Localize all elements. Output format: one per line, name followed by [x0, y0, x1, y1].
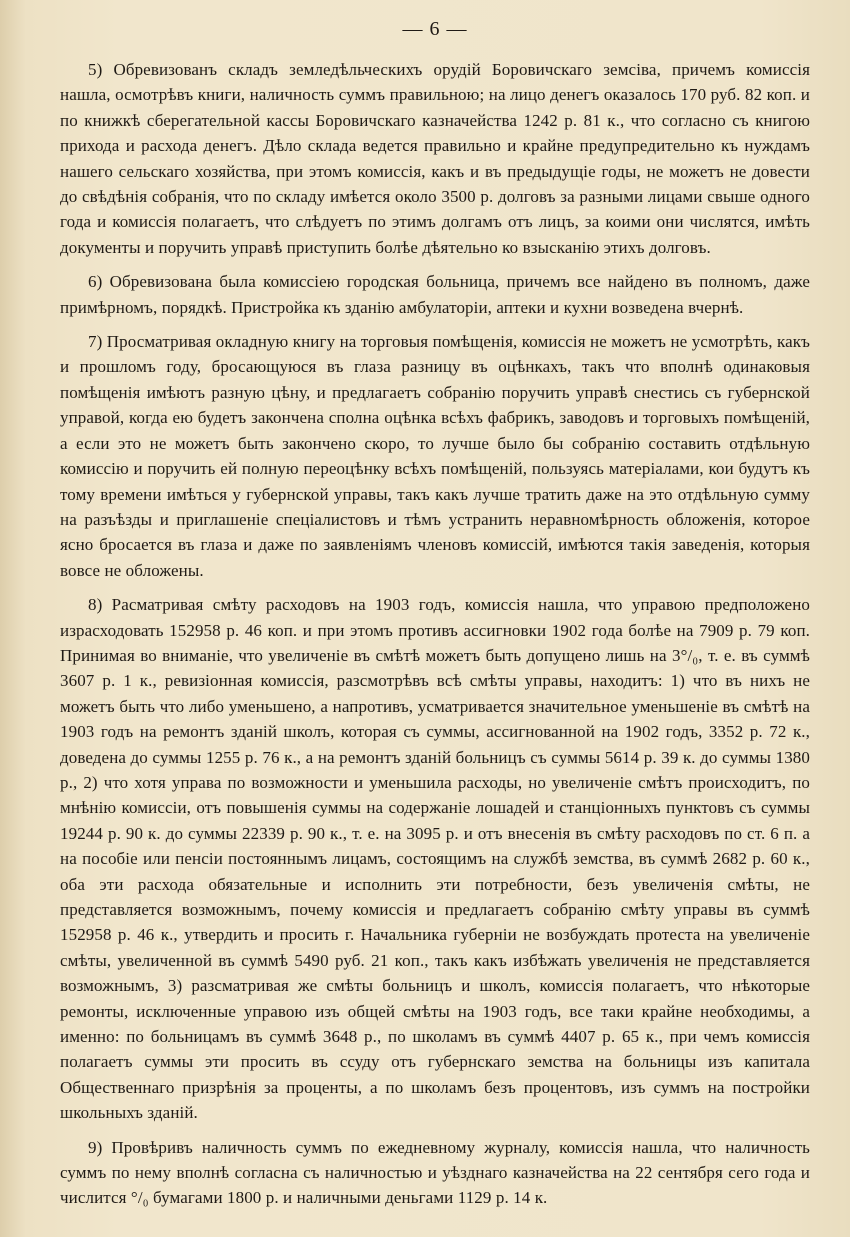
paragraph-8: 8) Расматривая смѣту расходовъ на 1903 годъ, комиссія нашла, что управою предположено израсходовать 152958 р. 46 коп. и при этомъ противъ ассигновки 1902 года болѣе на 7909 р. 79 коп. Принимая во вниманіе, что увеличеніе въ смѣтѣ можетъ быть допущено лишь на 3°/₀, т. е. въ суммѣ 3607 р. 1 к., ревизіонная комиссія, разсмотрѣвъ всѣ смѣты управы, находитъ: 1) что въ нихъ не можетъ быть что либо уменьшено, а напротивъ, усматривается значительное уменьшеніе въ смѣтѣ на 1903 годъ на ремонтъ зданій школъ, которая съ суммы, ассигнованной на 1902 годъ, 3352 р. 72 к., доведена до суммы 1255 р. 76 к., а на ремонтъ зданій больницъ съ суммы 5614 р. 39 к. до суммы 1380 р., 2) что хотя управа по возможности и уменьшила расходы, но увеличеніе смѣтъ происходитъ, по мнѣнію комиссіи, отъ повышенія суммы на содержаніе лошадей и станціонныхъ пунктовъ съ суммы 19244 р. 90 к. до суммы 22339 р. 90 к., т. е. на 3095 р. и отъ внесенія въ смѣту расходовъ по ст. 6 п. а на пособіе или пенсіи постояннымъ лицамъ, состоящимъ на службѣ земства, въ суммѣ 2682 р. 60 к., оба эти расхода обязательные и исполнить эти потребности, безъ увеличенія смѣты, не представляется возможнымъ, почему комиссія и предлагаетъ собранію смѣту управы въ суммѣ 152958 р. 46 к., утвердить и просить г. Начальника губерніи не возбуждать протеста на увеличеніе смѣты, увеличенной въ суммѣ 5490 руб. 21 коп., такъ какъ избѣжать увеличенія не представляется возможнымъ, 3) разсматривая же смѣты больницъ и школъ, комиссія полагаетъ, что нѣкоторые ремонты, исключенные управою изъ общей смѣты на 1903 годъ, все таки крайне необходимы, а именно: по больницамъ въ суммѣ 3648 р., по школамъ въ суммѣ 4407 р. 65 к., при чемъ комиссія полагаетъ суммы эти просить въ ссуду отъ губернскаго земства на больницы изъ капитала Общественнаго призрѣнія за проценты, а по школамъ безъ процентовъ, изъ суммъ на постройки школьныхъ зданій.: [60, 595, 810, 1123]
paragraph-9: 9) Провѣривъ наличность суммъ по ежедневному журналу, комиссія нашла, что наличность суммъ по нему вполнѣ согласна съ наличностью и уѣзднаго казначейства на 22 сентября сего года и числится °/₀ бумагами 1800 р. и наличными деньгами 1129 р. 14 к.: [60, 1137, 810, 1208]
paragraph-7: 7) Просматривая окладную книгу на торговыя помѣщенія, комиссія не можетъ не усмотрѣть, какъ и прошломъ году, бросающуюся въ глаза разницу въ оцѣнкахъ, такъ что вполнѣ одинаковыя помѣщенія имѣютъ разную цѣну, и предлагаетъ собранію поручить управѣ снестись съ губернской управой, когда ею будетъ закончена сполна оцѣнка всѣхъ фабрикъ, заводовъ и торговыхъ помѣщеній, а если это не можетъ быть закончено скоро, то лучше было бы собранію составить отдѣльную комиссію и поручить ей полную переоцѣнку всѣхъ помѣщеній, пользуясь матеріалами, кои будутъ къ тому времени имѣться у губернской управы, такъ какъ лучше тратить даже на это отдѣльную сумму на разъѣзды и приглашеніе спеціалистовъ и тѣмъ устранить неравномѣрность обложенія, которое ясно бросается въ глаза и даже по заявленіямъ членовъ комиссій, имѣются такія заведенія, которыя вовсе не обложены.: [60, 332, 810, 580]
paragraph-6: 6) Обревизована была комиссіею городская больница, причемъ все найдено въ полномъ, даже примѣрномъ, порядкѣ. Пристройка къ зданію амбулаторіи, аптеки и кухни возведена вчернѣ.: [60, 272, 810, 317]
paragraph-5: 5) Обревизованъ складъ земледѣльческихъ орудій Боровичскаго земсіва, причемъ комиссія нашла, осмотрѣвъ книги, наличность суммъ правильною; на лицо денегъ оказалось 170 руб. 82 коп. и по книжкѣ сберегательной кассы Боровичскаго казначейства 1242 р. 81 к., что согласно съ книгою прихода и расхода денегъ. Дѣло склада ведется правильно и крайне предупредительно къ нуждамъ нашего сельскаго хозяйства, при этомъ комиссія, какъ и въ предыдущіе годы, не можетъ не довести до свѣдѣнія собранія, что по складу имѣется около 3500 р. долговъ за разными лицами свыше одного года и комиссія полагаетъ, что слѣдуетъ по этимъ долгамъ отъ лицъ, за коими они числятся, имѣть документы и поручить управѣ приступить болѣе дѣятельно ко взысканію этихъ долговъ.: [60, 60, 810, 257]
page-number: — 6 —: [402, 18, 468, 40]
